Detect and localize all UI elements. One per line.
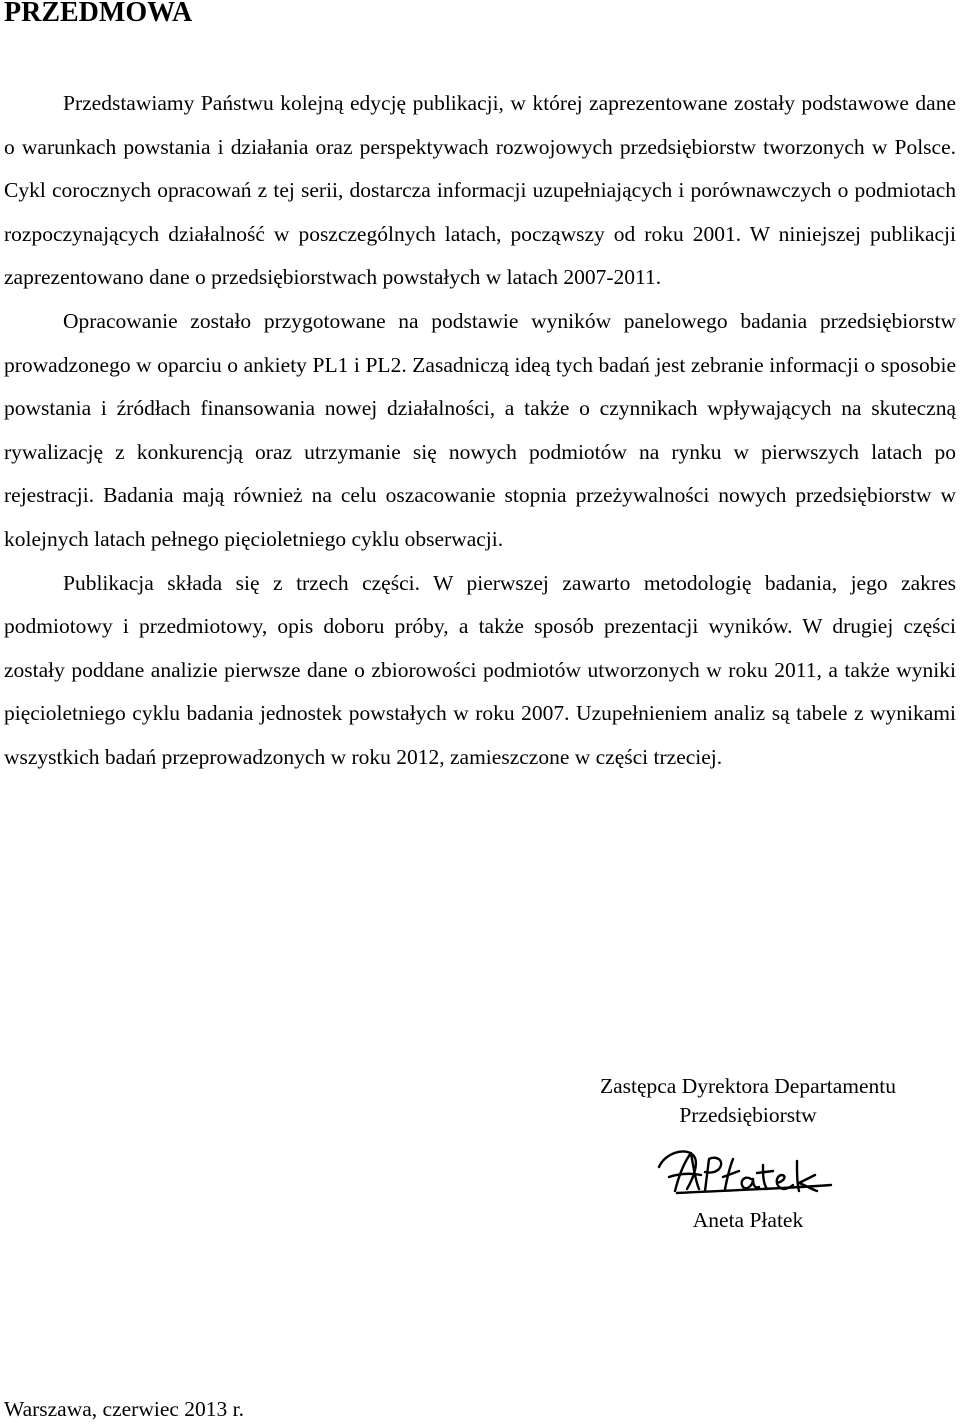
paragraph-2: Opracowanie zostało przygotowane na podstawie wyników panelowego badania przedsiębiorstw prowadzonego w oparciu o ankiety PL1 i PL2. Zasadniczą ideą tych badań jest zebranie informacji o sposobie powstania i źródłach finansowania nowej działalności, a także o czynnikach wpływających na skuteczną rywalizację z konkurencją oraz utrzymanie się nowych podmiotów na rynku w pierwszych latach po rejestracji. Badania mają również na celu oszacowanie stopnia przeżywalności nowych przedsiębiorstw w kolejnych latach pełnego pięcioletniego cyklu obserwacji. (4, 308, 956, 551)
place-and-date: Warszawa, czerwiec 2013 r. (4, 1397, 245, 1421)
signatory-position (560, 1072, 936, 1130)
position-line-1: Zastępca Dyrektora Departamentu (599, 1074, 897, 1098)
body-text (4, 82, 956, 780)
paragraph-3: Publikacja składa się z trzech części. W pierwszej zawarto metodologię badania, jego zakres podmiotowy i przedmiotowy, opis doboru próby, a także sposób prezentacji wyników. W drugiej części zostały poddane analizie pierwsze dane o zbiorowości podmiotów utworzonych w roku 2011, a także wyniki pięcioletniego cyklu badania jednostek powstałych w roku 2007. Uzupełnieniem analiz są tabele z wynikami wszystkich badań przeprowadzonych w roku 2012, zamieszczone w części trzeciej. (4, 570, 956, 769)
position-line-2: Przedsiębiorstw (679, 1103, 817, 1127)
signatory-name: Aneta Płatek (692, 1208, 804, 1232)
handwritten-signature (655, 1145, 840, 1203)
page-title: PRZEDMOWA (4, 0, 193, 28)
paragraph-1: Przedstawiamy Państwu kolejną edycję publikacji, w której zaprezentowane zostały podstawowe dane o warunkach powstania i działania oraz perspektywach rozwojowych przedsiębiorstw tworzonych w Polsce. Cykl corocznych opracowań z tej serii, dostarcza informacji uzupełniających i porównawczych o podmiotach rozpoczynających działalność w poszczególnych latach, począwszy od roku 2001. W niniejszej publikacji zaprezentowano dane o przedsiębiorstwach powstałych w latach 2007-2011. (4, 91, 956, 290)
